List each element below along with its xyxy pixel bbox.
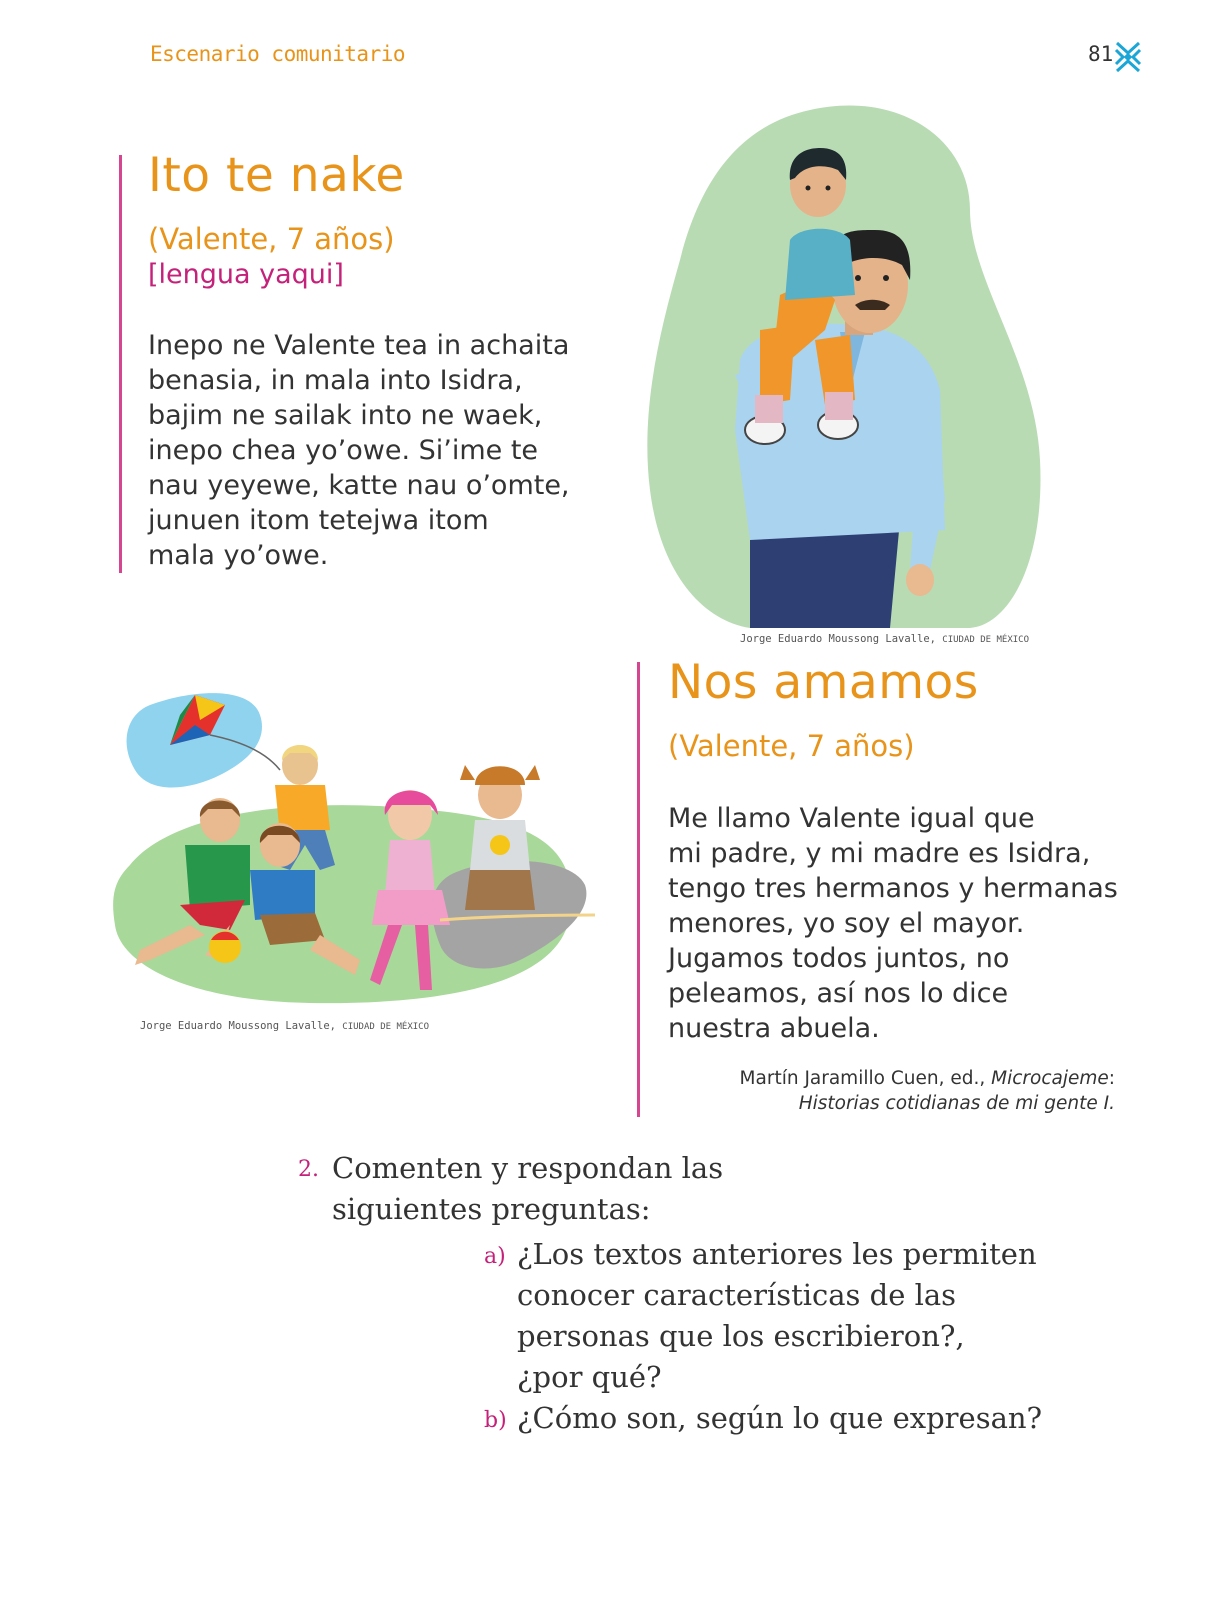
caption-name: Jorge Eduardo Moussong Lavalle, <box>140 1020 336 1032</box>
source-prefix: Martín Jaramillo Cuen, ed., <box>739 1068 986 1089</box>
pattern-logo-icon <box>1113 40 1143 74</box>
question-line: ¿Cómo son, según lo que expresan? <box>517 1401 1043 1435</box>
poem1-title: Ito te nake <box>148 148 405 203</box>
question-line: ¿por qué? <box>517 1360 662 1394</box>
question-line: personas que los escribieron?, <box>517 1319 965 1353</box>
caption-name: Jorge Eduardo Moussong Lavalle, <box>740 633 936 645</box>
poem-line: mala yo’owe. <box>148 540 329 571</box>
poem-line: peleamos, así nos lo dice <box>668 978 1009 1009</box>
question-a-marker: a) <box>484 1244 506 1269</box>
children-playing-illustration <box>110 685 600 1015</box>
activity-prompt <box>332 1148 723 1230</box>
poem2-title: Nos amamos <box>668 655 979 710</box>
source-title-2: Historias cotidianas de mi gente I. <box>798 1093 1115 1114</box>
source-title-1: Microcajeme <box>991 1068 1109 1089</box>
question-b <box>517 1398 1042 1439</box>
source-colon: : <box>1108 1068 1115 1089</box>
caption-place: CIUDAD DE MÉXICO <box>942 635 1029 645</box>
question-line: ¿Los textos anteriores les permiten <box>517 1237 1037 1271</box>
poem-line: Me llamo Valente igual que <box>668 803 1035 834</box>
poem1-body <box>148 328 598 573</box>
poem2-accent-bar <box>637 662 640 1117</box>
poem2-source <box>640 1066 1115 1116</box>
poem2-body <box>668 801 1188 1046</box>
caption-place: CIUDAD DE MÉXICO <box>342 1022 429 1032</box>
poem1-accent-bar <box>119 155 122 573</box>
prompt-line: siguientes preguntas: <box>332 1192 651 1226</box>
page-number: 81 <box>1088 42 1114 66</box>
poem-line: junuen itom tetejwa itom <box>148 505 489 536</box>
activity-number: 2. <box>298 1157 319 1182</box>
poem-line: Jugamos todos juntos, no <box>668 943 1010 974</box>
poem-line: benasia, in mala into Isidra, <box>148 365 523 396</box>
poem1-language: [lengua yaqui] <box>148 259 344 290</box>
poem-line: nau yeyewe, katte nau o’omte, <box>148 470 570 501</box>
poem-line: Inepo ne Valente tea in achaita <box>148 330 570 361</box>
poem-line: inepo chea yo’owe. Si’ime te <box>148 435 539 466</box>
question-a <box>517 1234 1037 1398</box>
section-label: Escenario comunitario <box>150 42 406 66</box>
poem2-author: (Valente, 7 años) <box>668 729 915 763</box>
poem-line: tengo tres hermanos y hermanas <box>668 873 1118 904</box>
prompt-line: Comenten y respondan las <box>332 1151 724 1185</box>
poem-line: bajim ne sailak into ne waek, <box>148 400 543 431</box>
illustration1-caption <box>740 633 1029 645</box>
poem-line: menores, yo soy el mayor. <box>668 908 1025 939</box>
question-line: conocer características de las <box>517 1278 957 1312</box>
illustration2-caption <box>140 1020 429 1032</box>
poem-line: mi padre, y mi madre es Isidra, <box>668 838 1091 869</box>
father-son-illustration <box>640 100 1050 630</box>
poem1-author: (Valente, 7 años) <box>148 222 395 256</box>
poem-line: nuestra abuela. <box>668 1013 880 1044</box>
question-b-marker: b) <box>484 1408 507 1433</box>
